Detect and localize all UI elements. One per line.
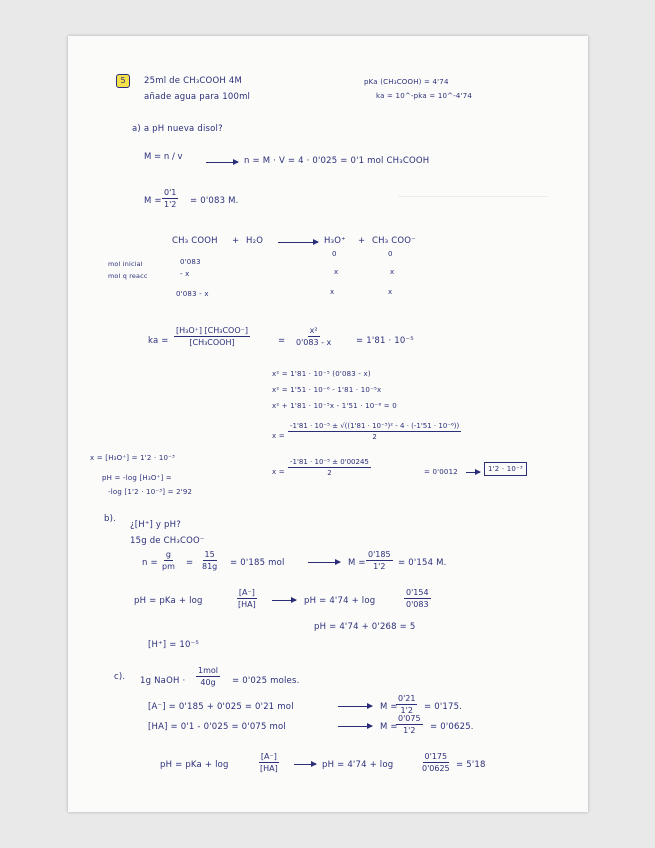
fraction-denominator: [HA] xyxy=(238,600,256,609)
fraction-denominator: 1'2 xyxy=(403,726,416,735)
part-a-question: a) a pH nueva disol? xyxy=(132,124,223,134)
reactant-water: H₂O xyxy=(246,236,264,246)
molarity-result: = 0'154 M. xyxy=(398,558,447,568)
moles-calculation: n = M · V = 4 · 0'025 = 0'1 mol CH₃COOH xyxy=(244,156,430,166)
equals-sign: = xyxy=(278,336,286,346)
fraction-numerator: 1mol xyxy=(198,666,218,675)
reaction-arrow xyxy=(278,242,318,243)
fraction-numerator: -1'81 · 10⁻⁵ ± √((1'81 · 10⁻⁵)² - 4 · (-1'51 · 10⁻⁶)) xyxy=(290,422,460,430)
ph-result-c: = 5'18 xyxy=(456,760,486,770)
concentration-lhs: M = xyxy=(144,196,162,206)
moles-lhs: n = xyxy=(142,558,158,568)
arrow xyxy=(308,562,340,563)
fraction-denominator: 0'083 - x xyxy=(296,338,332,347)
henderson-c-lhs: pH = pKa + log xyxy=(160,760,229,770)
ph-line-2: -log [1'2 · 10⁻³] = 2'92 xyxy=(108,488,193,496)
naoh-prefix: 1g NaOH · xyxy=(140,676,186,686)
naoh-fraction xyxy=(196,666,220,687)
fraction-numerator: g xyxy=(165,550,171,559)
fraction-denominator: 0'083 xyxy=(406,600,429,609)
henderson-c-substituted-lhs: pH = 4'74 + log xyxy=(322,760,394,770)
fraction-denominator: 0'0625 xyxy=(422,764,450,773)
statement-line-1: 25ml de CH₃COOH 4M xyxy=(144,76,242,86)
acetate-line: [A⁻] = 0'185 + 0'025 = 0'21 mol xyxy=(148,702,294,712)
concentration-fraction xyxy=(162,188,178,209)
moles-fraction xyxy=(160,550,177,571)
initial-hydronium: 0 xyxy=(332,250,337,258)
notebook-page xyxy=(68,36,588,812)
molarity-formula xyxy=(142,152,185,163)
fraction-numerator: [A⁻] xyxy=(238,588,255,597)
equilibrium-hydronium: x xyxy=(330,288,335,296)
pka-line: pKa (CH₃COOH) = 4'74 xyxy=(364,78,449,86)
fraction-numerator: -1'81 · 10⁻⁵ ± 0'00245 xyxy=(290,458,369,466)
ka-fraction xyxy=(174,326,250,347)
fraction-numerator: [H₃O⁺] [CH₃COO⁻] xyxy=(176,326,248,335)
quadratic-step-1: x² = 1'81 · 10⁻⁵ (0'083 - x) xyxy=(272,370,371,378)
arrow xyxy=(338,726,372,727)
moles-value-fraction xyxy=(200,550,219,571)
boxed-result: 1'2 · 10⁻³ xyxy=(484,462,527,476)
ph-result-b: pH = 4'74 + 0'268 = 5 xyxy=(314,622,416,632)
henderson-fraction xyxy=(236,588,258,609)
fraction-numerator: 0'1 xyxy=(164,188,177,197)
acetate-molarity-result: = 0'175. xyxy=(424,702,463,712)
fraction-denominator: [HA] xyxy=(260,764,278,773)
ka-lhs: ka = xyxy=(148,336,169,346)
fraction-denominator: 40g xyxy=(200,678,216,687)
plus-sign: + xyxy=(232,236,240,246)
henderson-lhs: pH = pKa + log xyxy=(134,596,203,606)
fraction-denominator: 2 xyxy=(372,433,377,441)
fraction-numerator: 0'175 xyxy=(424,752,448,761)
fraction-denominator: 1'2 xyxy=(373,562,386,571)
arrow xyxy=(206,162,238,163)
molarity-lhs: M = xyxy=(348,558,366,568)
problem-number-badge: 5 xyxy=(116,74,130,88)
acid-molarity-fraction xyxy=(396,714,423,735)
fraction-denominator: 1'2 xyxy=(164,200,177,209)
equilibrium-acid: 0'083 - x xyxy=(176,290,209,298)
henderson-substituted-fraction xyxy=(404,588,431,609)
part-c-label: c). xyxy=(114,672,126,682)
arrow xyxy=(272,600,296,601)
fraction-denominator: 2 xyxy=(327,469,332,477)
product-hydronium: H₃O⁺ xyxy=(324,236,346,246)
react-acid: - x xyxy=(180,270,190,278)
statement-line-2: añade agua para 100ml xyxy=(144,92,251,102)
quadratic-step-3: x² + 1'81 · 10⁻⁵x - 1'51 · 10⁻⁶ = 0 xyxy=(272,402,397,410)
henderson-c-fraction xyxy=(258,752,280,773)
part-b-given: 15g de CH₃COO⁻ xyxy=(130,536,205,546)
fraction-denominator: 1'2 xyxy=(400,706,413,715)
fraction-denominator: 81g xyxy=(202,562,218,571)
equilibrium-acetate: x xyxy=(388,288,393,296)
concentration-result: = 0'083 M. xyxy=(190,196,239,206)
fraction-denominator: pm xyxy=(162,562,175,571)
quadratic-step-2: x² = 1'51 · 10⁻⁶ - 1'81 · 10⁻⁵x xyxy=(272,386,382,394)
reactant-acetic-acid: CH₃ COOH xyxy=(172,236,218,246)
henderson-substituted-lhs: pH = 4'74 + log xyxy=(304,596,376,606)
part-b-question: ¿[H⁺] y pH? xyxy=(130,520,181,530)
hydronium-concentration: x = [H₃O⁺] = 1'2 · 10⁻³ xyxy=(90,454,176,462)
ka-value: = 1'81 · 10⁻⁵ xyxy=(356,336,414,346)
henderson-c-substituted-fraction xyxy=(420,752,452,773)
initial-acid: 0'083 xyxy=(180,258,201,266)
hydrogen-concentration: [H⁺] = 10⁻⁵ xyxy=(148,640,199,650)
naoh-result: = 0'025 moles. xyxy=(232,676,300,686)
fraction-denominator: [CH₃COOH] xyxy=(189,338,235,347)
quadratic-formula-lhs: x = xyxy=(272,432,285,440)
quadratic-formula xyxy=(288,422,461,441)
fraction-numerator: 15 xyxy=(204,550,215,559)
fraction-numerator: 0'075 xyxy=(398,714,421,723)
quadratic-result-lhs: x = xyxy=(272,468,285,476)
quadratic-result-value: = 0'0012 xyxy=(424,468,458,476)
arrow xyxy=(294,764,316,765)
arrow xyxy=(338,706,372,707)
fraction-numerator: [A⁻] xyxy=(260,752,277,761)
product-acetate: CH₃ COO⁻ xyxy=(372,236,416,246)
row-label-react: mol q reacc xyxy=(108,272,148,280)
ph-line-1: pH = -log [H₃O⁺] = xyxy=(102,474,172,482)
initial-acetate: 0 xyxy=(388,250,393,258)
acid-line: [HA] = 0'1 - 0'025 = 0'075 mol xyxy=(148,722,286,732)
react-hydronium: x xyxy=(334,268,339,276)
molarity-formula-text: M = n / v xyxy=(144,152,183,162)
fraction-numerator: x² xyxy=(309,326,318,335)
fraction-numerator: 0'154 xyxy=(406,588,429,597)
ka-line: ka = 10^-pka = 10^-4'74 xyxy=(376,92,472,100)
molarity-fraction xyxy=(366,550,393,571)
row-label-initial: mol inicial xyxy=(108,260,143,268)
acetate-molarity-fraction xyxy=(396,694,417,715)
acetate-molarity-lhs: M = xyxy=(380,702,398,712)
quadratic-result-fraction xyxy=(288,458,371,477)
ka-x-fraction xyxy=(294,326,333,347)
equals-sign: = xyxy=(186,558,194,568)
plus-sign: + xyxy=(358,236,366,246)
fraction-numerator: 0'185 xyxy=(368,550,391,559)
handwritten-solution xyxy=(68,36,588,812)
react-acetate: x xyxy=(390,268,395,276)
acid-molarity-lhs: M = xyxy=(380,722,398,732)
acid-molarity-result: = 0'0625. xyxy=(430,722,474,732)
arrow xyxy=(466,472,480,473)
fraction-numerator: 0'21 xyxy=(398,694,416,703)
moles-result: = 0'185 mol xyxy=(230,558,285,568)
part-b-label: b). xyxy=(104,514,117,524)
